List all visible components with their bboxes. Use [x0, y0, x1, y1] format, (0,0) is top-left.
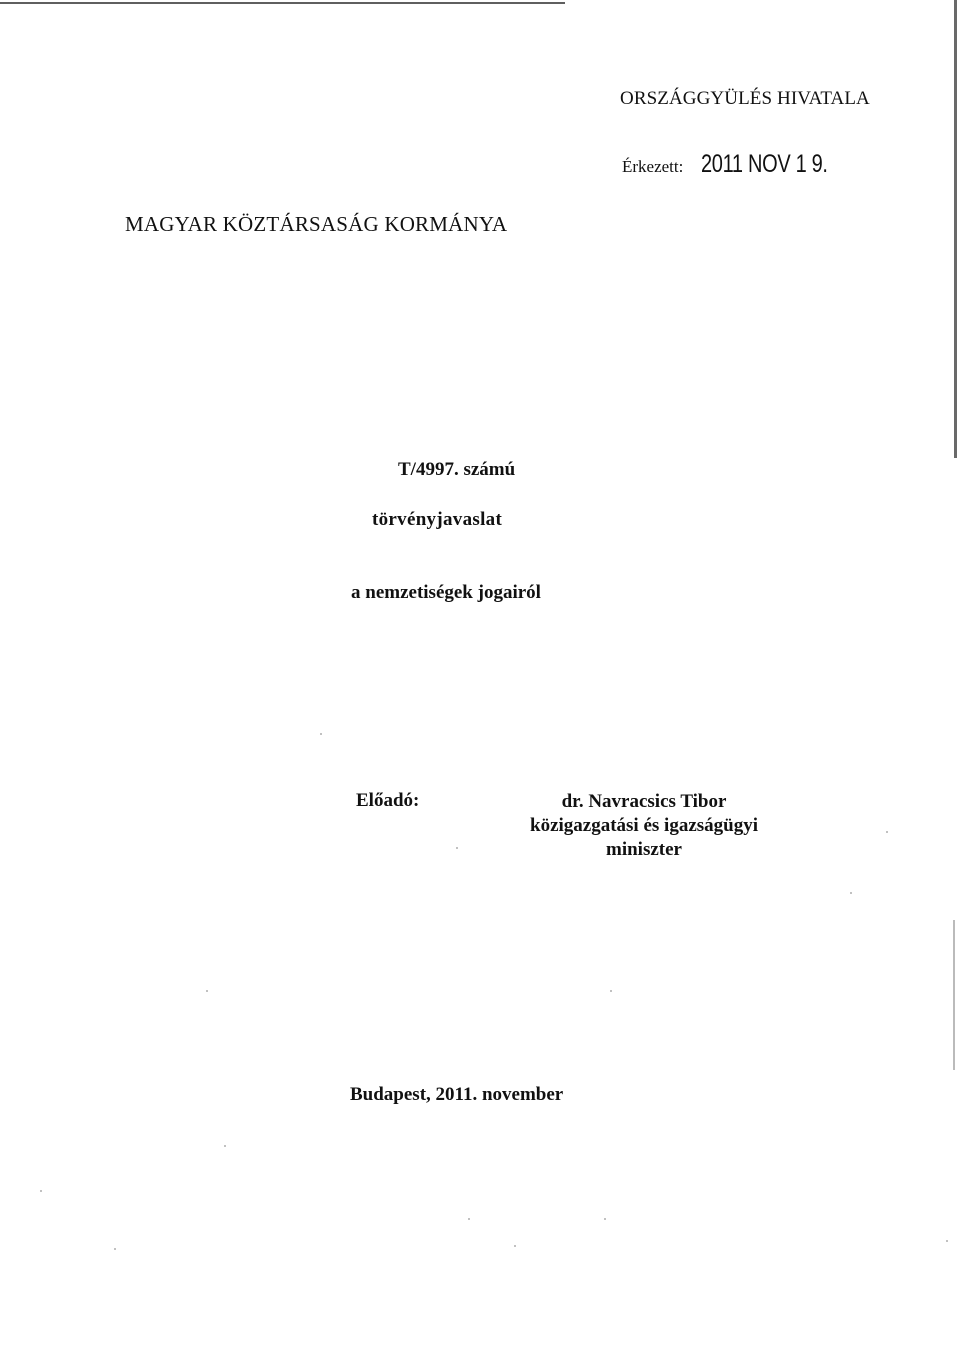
scan-speck: [610, 990, 612, 992]
document-type: törvényjavaslat: [372, 509, 503, 530]
bill-number: T/4997. számú: [398, 459, 516, 480]
scan-speck: [514, 1245, 516, 1247]
scan-speck: [40, 1190, 42, 1192]
presenter-name: dr. Navracsics Tibor: [561, 791, 727, 812]
presenter-title-continued: miniszter: [606, 839, 682, 860]
scan-edge-line: [0, 2, 565, 4]
presenter-details: [503, 790, 785, 862]
document-subject: a nemzetiségek jogairól: [351, 582, 541, 603]
received-date: 2011 NOV 1 9.: [701, 150, 829, 178]
scan-speck: [456, 847, 458, 849]
scan-speck: [604, 1218, 606, 1220]
receiving-office: ORSZÁGGYÜLÉS HIVATALA: [620, 88, 870, 109]
scan-edge-line: [953, 920, 955, 1070]
government-header: MAGYAR KÖZTÁRSASÁG KORMÁNYA: [125, 212, 508, 236]
scan-speck: [850, 892, 852, 894]
place-and-date: Budapest, 2011. november: [350, 1084, 564, 1105]
scan-speck: [886, 831, 888, 833]
received-label: Érkezett:: [622, 157, 684, 176]
scan-speck: [206, 990, 208, 992]
scan-speck: [114, 1248, 116, 1250]
received-stamp: [622, 150, 922, 179]
scan-speck: [224, 1145, 226, 1147]
scan-speck: [320, 733, 322, 735]
scan-speck: [468, 1218, 470, 1220]
presenter-title: közigazgatási és igazságügyi: [530, 815, 758, 836]
scan-edge-line: [954, 0, 957, 458]
presenter-label: Előadó:: [356, 790, 420, 811]
scan-speck: [946, 1240, 948, 1242]
